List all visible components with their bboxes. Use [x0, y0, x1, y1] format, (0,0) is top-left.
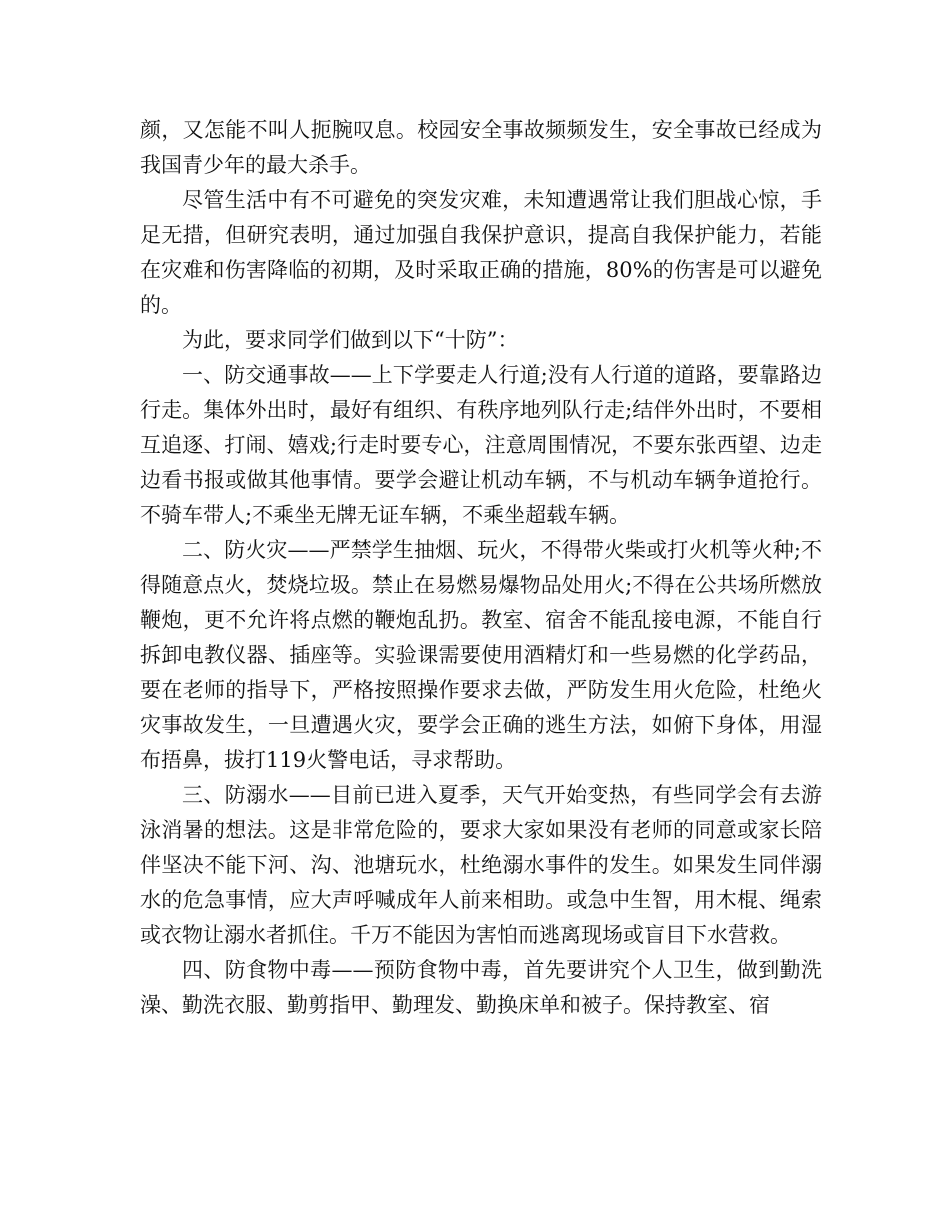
paragraph-drowning-safety: 三、防溺水——目前已进入夏季，天气开始变热，有些同学会有去游泳消暑的想法。这是非常危险的，要求大家如果没有老师的同意或家长陪伴坚决不能下河、沟、池塘玩水，杜绝溺水事件的发生。如果发生同伴溺水的危急事情，应大声呼喊成年人前来相助。或急中生智，用木棍、绳索或衣物让溺水者抓住。千万不能因为害怕而逃离现场或盲目下水营救。 — [140, 783, 822, 947]
paragraph-food-poisoning: 四、防食物中毒——预防食物中毒，首先要讲究个人卫生，做到勤洗澡、勤洗衣服、勤剪指甲、勤理发、勤换床单和被子。保持教室、宿 — [140, 958, 822, 1017]
paragraph-traffic-safety: 一、防交通事故——上下学要走人行道;没有人行道的道路，要靠路边行走。集体外出时，最好有组织、有秩序地列队行走;结伴外出时，不要相互追逐、打闹、嬉戏;行走时要专心，注意周围情况，不要东张西望、边走边看书报或做其他事情。要学会避让机动车辆，不与机动车辆争道抢行。不骑车带人;不乘坐无牌无证车辆，不乘坐超载车辆。 — [140, 363, 822, 527]
paragraph-ten-precautions-heading: 为此，要求同学们做到以下“十防”： — [182, 328, 519, 352]
paragraph-intro: 尽管生活中有不可避免的突发灾难，未知遭遇常让我们胆战心惊，手足无措，但研究表明，通过加强自我保护意识，提高自我保护能力，若能在灾难和伤害降临的初期，及时采取正确的措施，80%的伤害是可以避免的。 — [140, 188, 822, 317]
paragraph-fire-safety: 二、防火灾——严禁学生抽烟、玩火，不得带火柴或打火机等火种;不得随意点火，焚烧垃圾。禁止在易燃易爆物品处用火;不得在公共场所燃放鞭炮，更不允许将点燃的鞭炮乱扔。教室、宿舍不能乱接电源，不能自行拆卸电教仪器、插座等。实验课需要使用酒精灯和一些易燃的化学药品，要在老师的指导下，严格按照操作要求去做，严防发生用火危险，杜绝火灾事故发生，一旦遭遇火灾，要学会正确的逃生方法，如俯下身体，用湿布捂鼻，拔打119火警电话，寻求帮助。 — [140, 538, 822, 772]
document-body — [140, 113, 822, 1023]
paragraph-continuation: 颜，又怎能不叫人扼腕叹息。校园安全事故频频发生，安全事故已经成为我国青少年的最大杀手。 — [140, 118, 822, 177]
